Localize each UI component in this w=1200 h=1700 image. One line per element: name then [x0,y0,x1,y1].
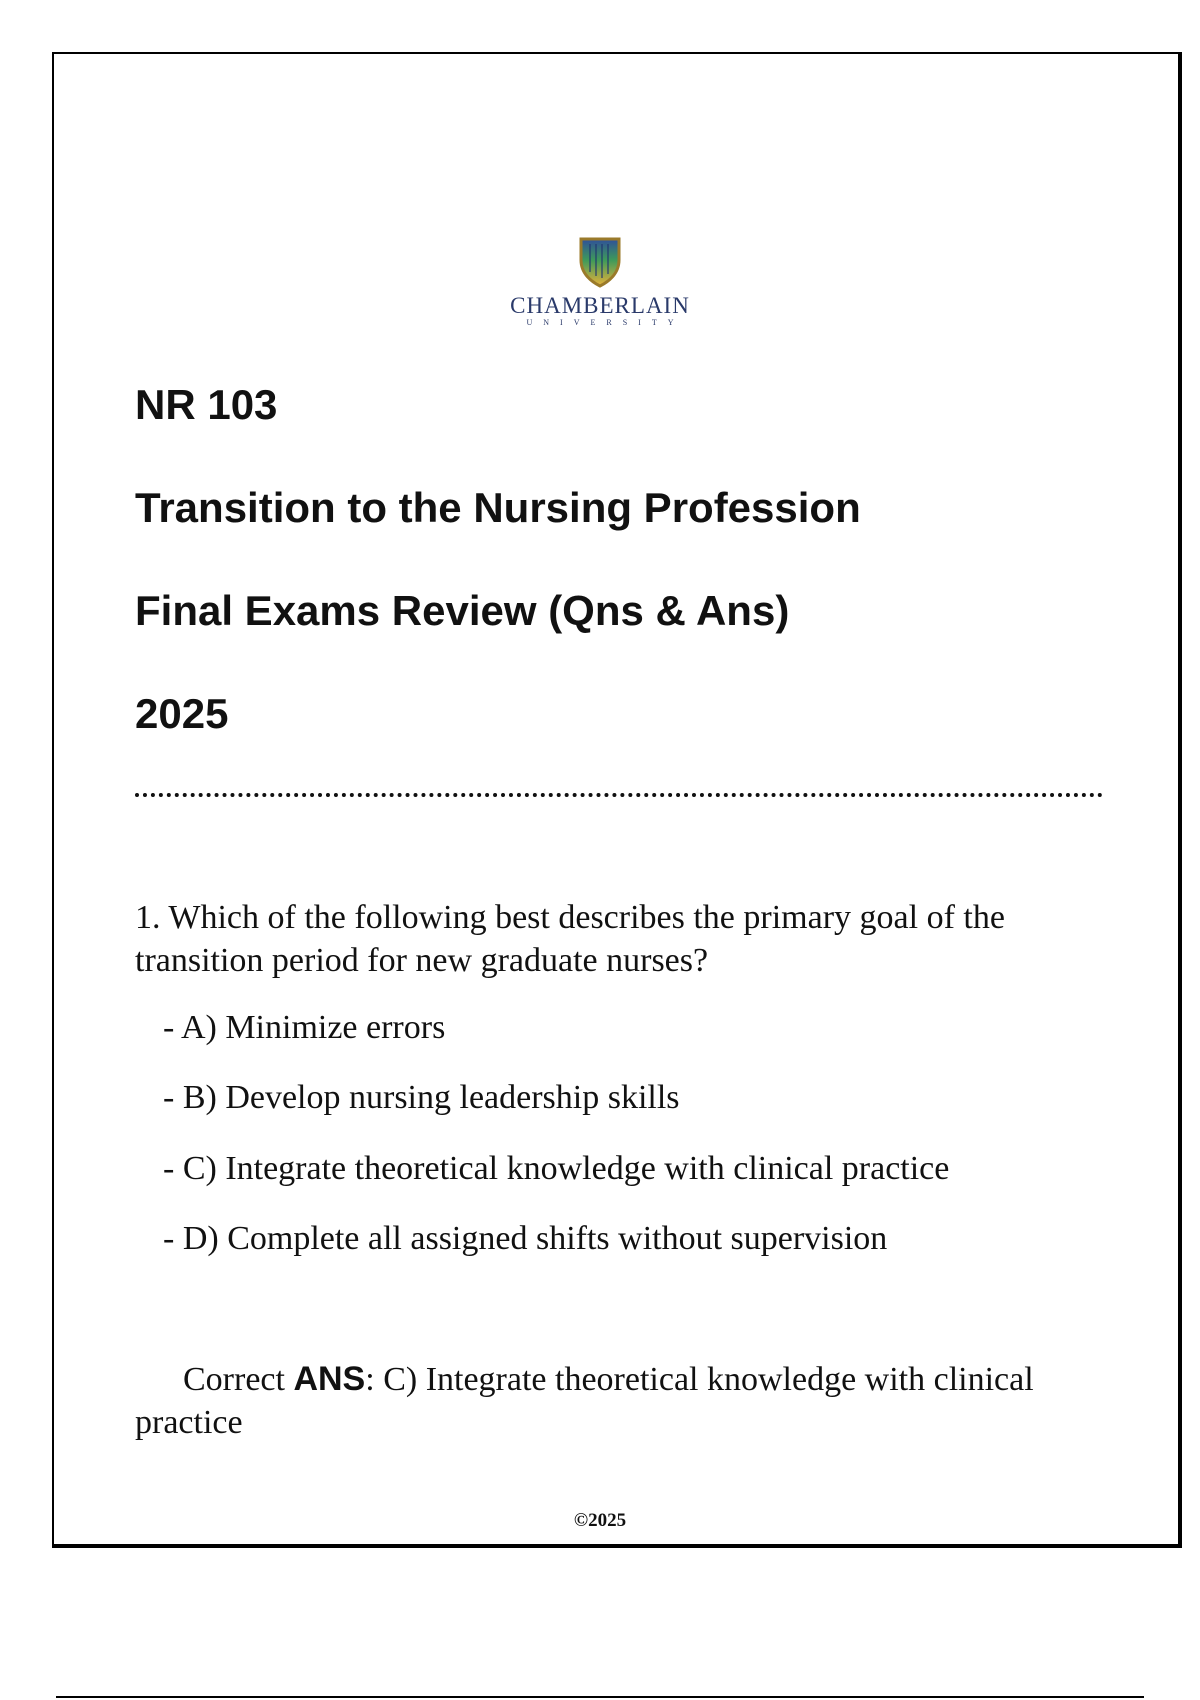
copyright-notice: ©2025 [573,1510,627,1531]
answer-label: ANS [293,1360,366,1398]
course-title: Transition to the Nursing Profession [135,484,861,531]
answer-text: : C) Integrate theoretical knowledge with clinical practice [135,1361,1034,1441]
document-year: 2025 [135,690,229,737]
logo-subtitle: UNIVERSITY [526,318,685,327]
document-title: Final Exams Review (Qns & Ans) [135,587,790,634]
option-d: - D) Complete all assigned shifts without supervision [163,1220,888,1257]
university-logo [0,236,1200,328]
option-a: - A) Minimize errors [163,1009,446,1046]
shield-crest-icon [578,236,622,288]
course-code: NR 103 [135,381,278,428]
correct-answer [135,1358,1100,1444]
bottom-rule [56,1696,1144,1698]
answer-prefix: Correct [183,1361,294,1398]
option-c: - C) Integrate theoretical knowledge with clinical practice [163,1150,950,1187]
logo-wordmark: CHAMBERLAIN [510,293,690,318]
option-b: - B) Develop nursing leadership skills [163,1079,680,1116]
dotted-divider [135,793,1103,797]
question-text: 1. Which of the following best describes the primary goal of the transition period for new graduate nurses? [135,899,1005,979]
